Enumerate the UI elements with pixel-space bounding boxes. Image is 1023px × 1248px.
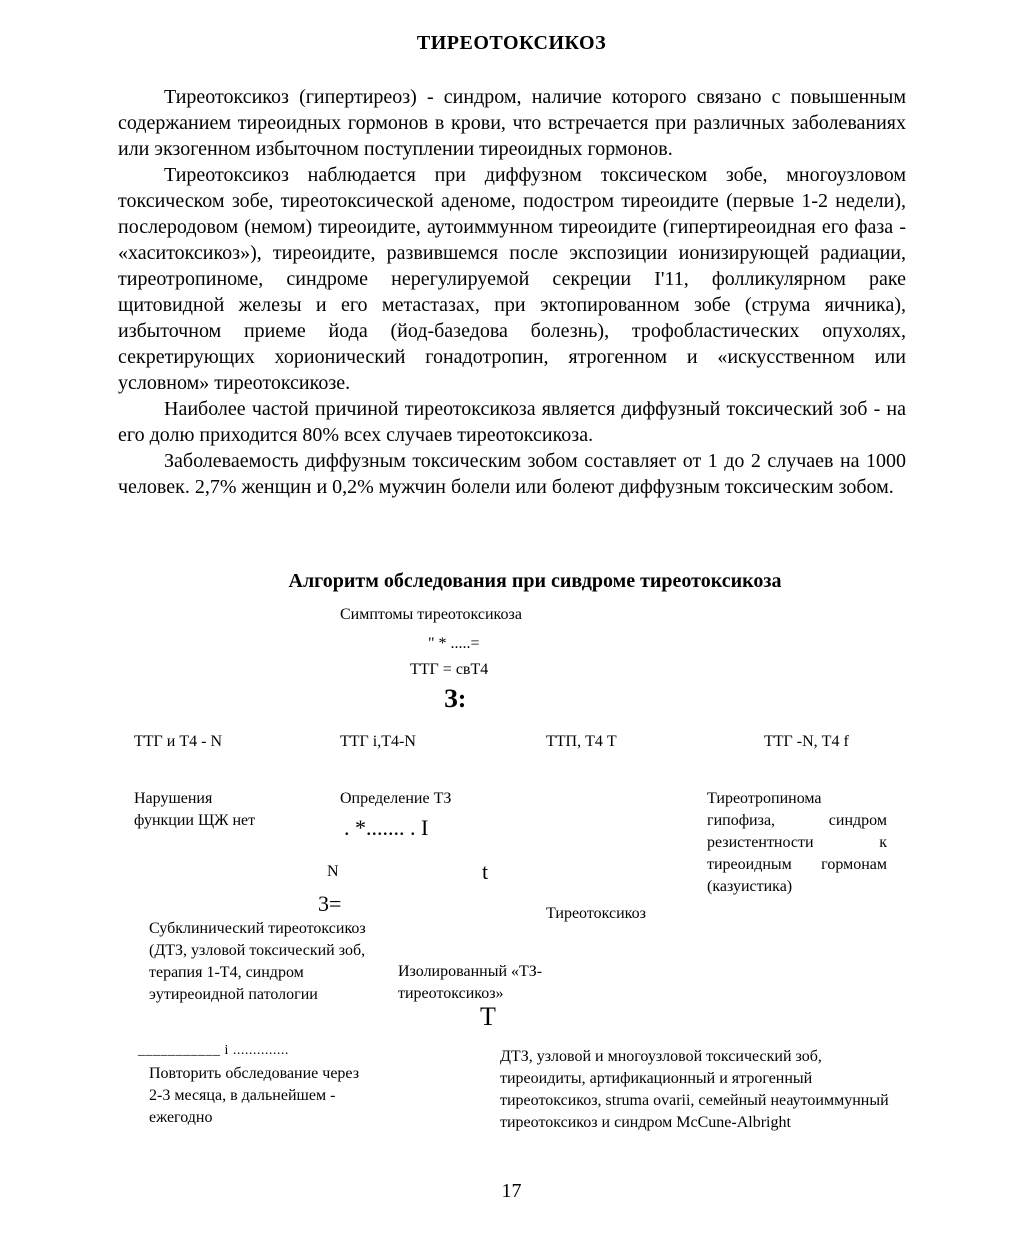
- no-dysfunction-node: Нарушения функции ЩЖ нет: [134, 790, 256, 829]
- paragraph: Тиреотоксикоз наблюдается при диффузном токсическом зобе, многоузловом токсическом зобе, тиреотоксической аденоме, подостром тиреоидите (первые 1-2 недели), послеродовом (немом) тиреоидите, аутоиммунном тиреоидите (гипертиреоидная его фаза - «хаситоксикоз»), тиреоидите, развившемся после экспозиции ионизирующей радиации, тиреотропиноме, синдроме нерегулируемой секреции I'11, фолликулярном раке щитовидной железы и его метастазах, при эктопированном зобе (струма яичника), избыточном приеме йода (йод-базедова болезнь), трофобластических опухолях, секретирующих хорионический гонадотропин, ятрогенном и «искусственном или условном» тиреотоксикозе.: [118, 164, 906, 394]
- t3-test-node: Определение ТЗ: [340, 790, 452, 807]
- repeat-node: Повторить обследование через 2-3 месяца, в дальнейшем - ежегодно: [149, 1065, 360, 1126]
- page-number: 17: [501, 1180, 522, 1202]
- isolated-t3-node: Изолированный «ТЗ-тиреотоксикоз»: [398, 963, 543, 1002]
- scan-noise: . *....... . I: [344, 815, 429, 840]
- algorithm-title: Алгоритм обследования при сивдроме тиреотоксикоза: [288, 570, 782, 592]
- scan-noise: ___________ i ..............: [138, 1043, 289, 1058]
- thyrotropinoma-node: Тиреотропинома гипофиза, синдром резистентности к тиреоидным гормонам (казуистика): [707, 790, 887, 895]
- ttg-test-node: ТТГ = свТ4: [410, 661, 489, 678]
- paragraph: Тиреотоксикоз (гипертиреоз) - синдром, наличие которого связано с повышенным содержанием тиреоидных гормонов в крови, что встречается при различных заболеваниях или экзогенном избыточном поступлении тиреоидных гормонов.: [118, 86, 906, 160]
- paragraph: Наиболее частой причиной тиреотоксикоза является диффузный токсический зоб - на его долю приходится 80% всех случаев тиреотоксикоза.: [118, 398, 906, 446]
- causes-node: ДТЗ, узловой и многоузловой токсический зоб, тиреоидиты, артификационный и ятрогенный тиреотоксикоз, struma ovarii, семейный неаутоиммунный тиреотоксикоз и синдром McCune-Albright: [500, 1048, 889, 1131]
- body-text: [118, 84, 906, 500]
- symptoms-node: Симптомы тиреотоксикоза: [340, 606, 522, 623]
- branch-low-ttg: ТТГ i,Т4-N: [340, 733, 416, 750]
- paragraph: Заболеваемость диффузным токсическим зобом составляет от 1 до 2 случаев на 1000 человек. 2,7% женщин и 0,2% мужчин болели или болеют диффузным токсическим зобом.: [118, 450, 906, 498]
- branch-normal-ttg: ТТГ -N, Т4 f: [764, 733, 849, 750]
- scan-noise: 3=: [318, 891, 342, 916]
- scan-noise: З:: [444, 684, 467, 713]
- scan-noise: t: [482, 859, 489, 884]
- page-title: ТИРЕОТОКСИКОЗ: [416, 32, 607, 54]
- scan-noise: Т: [480, 1002, 496, 1031]
- scan-noise: N: [327, 863, 339, 880]
- subclinical-node: Субклинический тиреотоксикоз (ДТЗ, узловой токсический зоб, терапия 1-Т4, синдром эутиреоидной патологии: [149, 920, 366, 1003]
- thyrotoxicosis-node: Тиреотоксикоз: [546, 905, 646, 922]
- branch-normal: ТТГ и Т4 - N: [134, 733, 223, 750]
- branch-high-t4: ТТП, Т4 Т: [546, 733, 617, 750]
- scan-noise: " * .....=: [428, 635, 480, 652]
